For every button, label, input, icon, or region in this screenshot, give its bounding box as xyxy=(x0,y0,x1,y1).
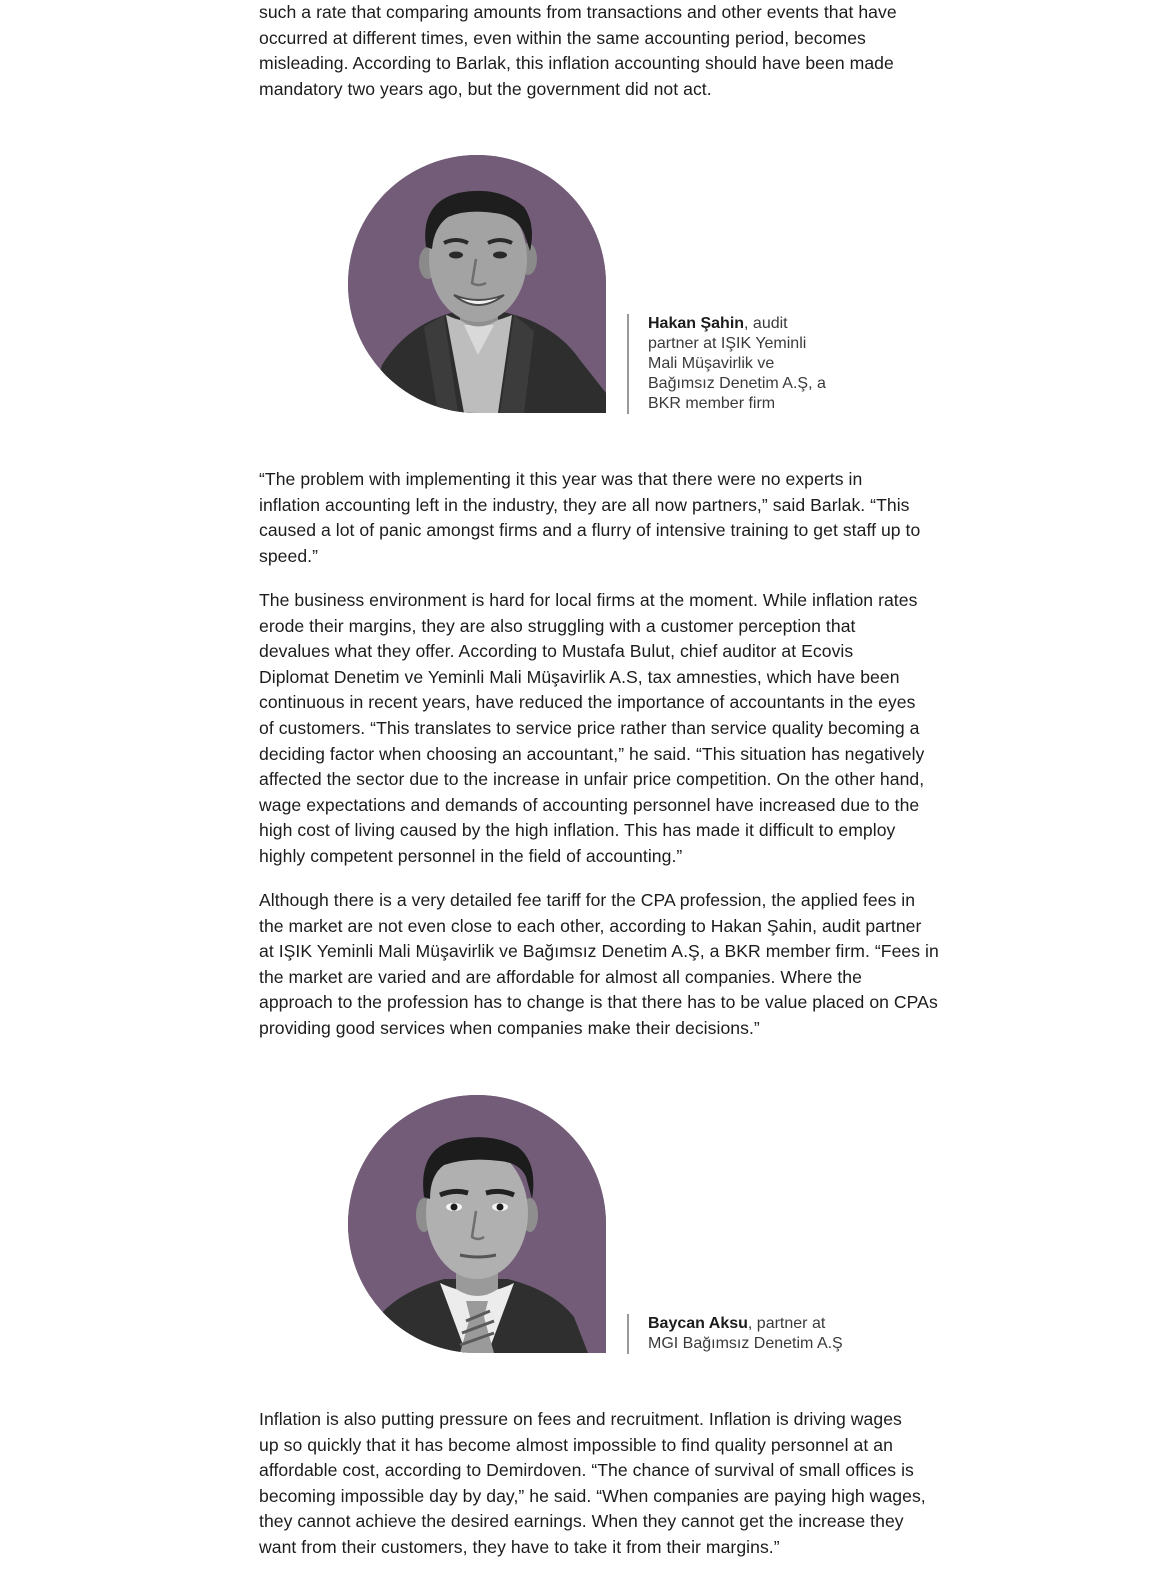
profile-name: Hakan Şahin xyxy=(648,315,745,332)
profile-photo-baycan-aksu xyxy=(348,1095,606,1353)
profile-name: Baycan Aksu xyxy=(648,1315,748,1332)
profile-caption xyxy=(627,1314,843,1354)
article-paragraph: The business environment is hard for local firms at the moment. While inflation rates erode their margins, they are also struggling with a customer perception that devalues what they offer. According to Mustafa Bulut, chief auditor at Ecovis Diplomat Denetim ve Yeminli Mali Müşavirlik A.S, tax amnesties, which have been continuous in recent years, have reduced the importance of accountants in the eyes of customers. “This translates to service price rather than service quality becoming a deciding factor when choosing an accountant,” he said. “This situation has negatively affected the sector due to the increase in unfair price competition. On the other hand, wage expectations and demands of accounting personnel have increased due to the high cost of living caused by the high inflation. This has made it difficult to employ highly competent personnel in the field of accounting.” xyxy=(259,590,925,866)
article-paragraph: Although there is a very detailed fee tariff for the CPA profession, the applied fees in the market are not even close to each other, according to Hakan Şahin, audit partner at IŞIK Yeminli Mali Müşavirlik ve Bağımsız Denetim A.Ş, a BKR member firm. “Fees in the market are varied and are affordable for almost all companies. Where the approach to the profession has to change is that there has to be value placed on CPAs providing good services when companies make their decisions.” xyxy=(259,890,939,1038)
article-paragraph: such a rate that comparing amounts from transactions and other events that have occurred at different times, even within the same accounting period, becomes misleading. According to Barlak, this inflation accounting should have been made mandatory two years ago, but the government did not act. xyxy=(259,2,897,99)
article-paragraph: Inflation is also putting pressure on fees and recruitment. Inflation is driving wages up so quickly that it has become almost impossible to find quality personnel at an affordable cost, according to Demirdoven. “The chance of survival of small offices is becoming impossible day by day,” he said. “When companies are paying high wages, they cannot achieve the desired earnings. When they cannot get the increase they want from their customers, they have to take it from their margins.” xyxy=(259,1409,926,1557)
profile-role: , partner at MGI Bağımsız Denetim A.Ş xyxy=(648,1315,843,1352)
article-paragraph: “The problem with implementing it this year was that there were no experts in inflation accounting left in the industry, they are all now partners,” said Barlak. “This caused a lot of panic amongst firms and a flurry of intensive training to get staff up to speed.” xyxy=(259,469,921,566)
profile-caption xyxy=(627,314,826,414)
profile-role: , audit partner at IŞIK Yeminli Mali Müşavirlik ve Bağımsız Denetim A.Ş, a BKR member firm xyxy=(648,315,826,412)
profile-photo-hakan-sahin xyxy=(348,155,606,413)
